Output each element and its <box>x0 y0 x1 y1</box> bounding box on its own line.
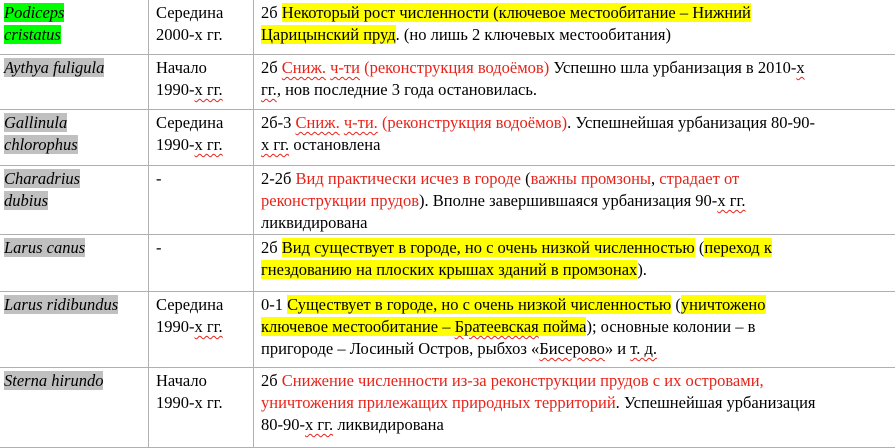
species-name: Charadrius <box>4 169 80 188</box>
status-code: 2б <box>261 58 282 77</box>
period-cell <box>149 368 254 448</box>
status-text-highlight: Братеевская <box>455 317 539 336</box>
species-cell <box>0 235 149 292</box>
species-cell <box>0 166 149 235</box>
status-text-highlight: уничтожено <box>681 295 766 314</box>
period-cell <box>149 110 254 166</box>
period-line1: - <box>156 169 162 188</box>
status-text: ); основные колонии – в <box>586 317 755 336</box>
status-cell <box>254 0 895 55</box>
status-text-red: Сниж. <box>296 113 340 132</box>
status-text: гг. <box>261 80 277 99</box>
period-cell <box>149 235 254 292</box>
status-text-red: ч-ти <box>330 58 360 77</box>
status-text: » и <box>605 339 630 358</box>
table-row <box>0 235 895 292</box>
species-name: Larus canus <box>4 238 85 257</box>
status-cell <box>254 166 895 235</box>
species-cell <box>0 55 149 110</box>
status-text: Успешно шла урбанизация в 2010- <box>549 58 796 77</box>
species-name: Sterna hirundo <box>4 371 103 390</box>
status-text: х гг. <box>261 135 289 154</box>
period-line2: 1990- <box>156 135 195 154</box>
period-line2: 1990- <box>156 80 195 99</box>
period-cell <box>149 166 254 235</box>
status-text-red: ч-ти. <box>344 113 378 132</box>
species-name: Gallinula <box>4 113 67 132</box>
status-text-highlight: ключевое местообитание – <box>261 317 455 336</box>
species-name: Aythya fuligula <box>4 58 104 77</box>
status-text: , нов последние 3 года остановилась. <box>277 80 537 99</box>
species-name: Larus ridibundus <box>4 295 118 314</box>
status-text: ликвидирована <box>261 213 367 232</box>
status-text: 80-90- <box>261 415 305 434</box>
status-text: ( <box>695 238 705 257</box>
status-code: 2б <box>261 371 282 390</box>
status-text-red: (реконструкция водоёмов) <box>364 58 549 77</box>
status-cell <box>254 368 895 448</box>
period-line2: 1990-х гг. <box>156 393 223 412</box>
status-text: ликвидирована <box>333 415 444 434</box>
status-code: 2б <box>261 3 282 22</box>
status-text: х гг. <box>717 191 745 210</box>
status-text-red: Сниж. <box>282 58 326 77</box>
status-code: 2б-3 <box>261 113 296 132</box>
status-cell <box>254 55 895 110</box>
species-name-line2: dubius <box>4 191 48 210</box>
period-line2: 1990- <box>156 317 195 336</box>
status-text: Бисерово <box>539 339 605 358</box>
status-text-red: страдает от <box>659 169 739 188</box>
status-cell <box>254 235 895 292</box>
status-text-highlight: Вид существует в городе, но с очень низкой численностью <box>282 238 695 257</box>
table-row <box>0 166 895 235</box>
period-cell <box>149 0 254 55</box>
status-cell <box>254 110 895 166</box>
status-text-red: реконструкции прудов <box>261 191 419 210</box>
period-line1: Середина <box>156 295 223 314</box>
status-text-highlight: переход к <box>704 238 771 257</box>
status-text: ). <box>637 260 647 279</box>
table-row <box>0 0 895 55</box>
species-name-line2: chlorophus <box>4 135 78 154</box>
status-text: ). Вполне завершившаяся урбанизация 90- <box>419 191 717 210</box>
period-cell <box>149 55 254 110</box>
table-row <box>0 55 895 110</box>
status-code: 2-2б <box>261 169 296 188</box>
status-text: х гг. <box>305 415 333 434</box>
status-text-highlight: Царицынский пруд <box>261 25 396 44</box>
status-text-red: Вид практически исчез в городе <box>296 169 521 188</box>
status-text: . Успешнейшая урбанизация 80-90- <box>567 113 815 132</box>
species-name: Podiceps <box>4 3 64 22</box>
table-row <box>0 292 895 368</box>
table-row <box>0 110 895 166</box>
period-line1: - <box>156 238 162 257</box>
status-code: 2б <box>261 238 282 257</box>
species-cell <box>0 110 149 166</box>
species-cell <box>0 368 149 448</box>
period-line2-spell: х гг. <box>195 135 223 154</box>
status-text: остановлена <box>289 135 380 154</box>
status-text-highlight: пойма <box>539 317 587 336</box>
status-text: ( <box>671 295 681 314</box>
status-code: 0-1 <box>261 295 287 314</box>
period-line2: 2000-х гг. <box>156 25 223 44</box>
species-cell <box>0 0 149 55</box>
status-text: . (но лишь 2 ключевых местообитания) <box>396 25 671 44</box>
status-text-red: важны промзоны <box>531 169 651 188</box>
status-text-red: (реконструкция водоёмов) <box>382 113 567 132</box>
period-line1: Середина <box>156 3 223 22</box>
period-line2-spell: х гг. <box>195 317 223 336</box>
period-line1: Середина <box>156 113 223 132</box>
table-row <box>0 368 895 448</box>
status-text-red: уничтожения прилежащих природных территорий <box>261 393 616 412</box>
status-text: , <box>651 169 659 188</box>
status-text-red: Снижение численности из-за реконструкции прудов с их островами, <box>282 371 764 390</box>
period-line2-spell: х гг. <box>195 80 223 99</box>
period-line1: Начало <box>156 58 207 77</box>
species-cell <box>0 292 149 368</box>
status-text-highlight: Существует в городе, но с очень низкой численностью <box>287 295 671 314</box>
status-text-highlight: Некоторый рост численности (ключевое местообитание – Нижний <box>282 3 751 22</box>
status-text: х <box>796 58 804 77</box>
status-text: ( <box>521 169 531 188</box>
status-text: т. д. <box>630 339 657 358</box>
status-text: пригороде – Лосиный Остров, рыбхоз « <box>261 339 539 358</box>
period-line1: Начало <box>156 371 207 390</box>
status-cell <box>254 292 895 368</box>
status-text: . Успешнейшая урбанизация <box>616 393 816 412</box>
species-name-line2: cristatus <box>4 25 61 44</box>
period-cell <box>149 292 254 368</box>
status-text-highlight: гнездованию на плоских крышах зданий в промзонах <box>261 260 637 279</box>
